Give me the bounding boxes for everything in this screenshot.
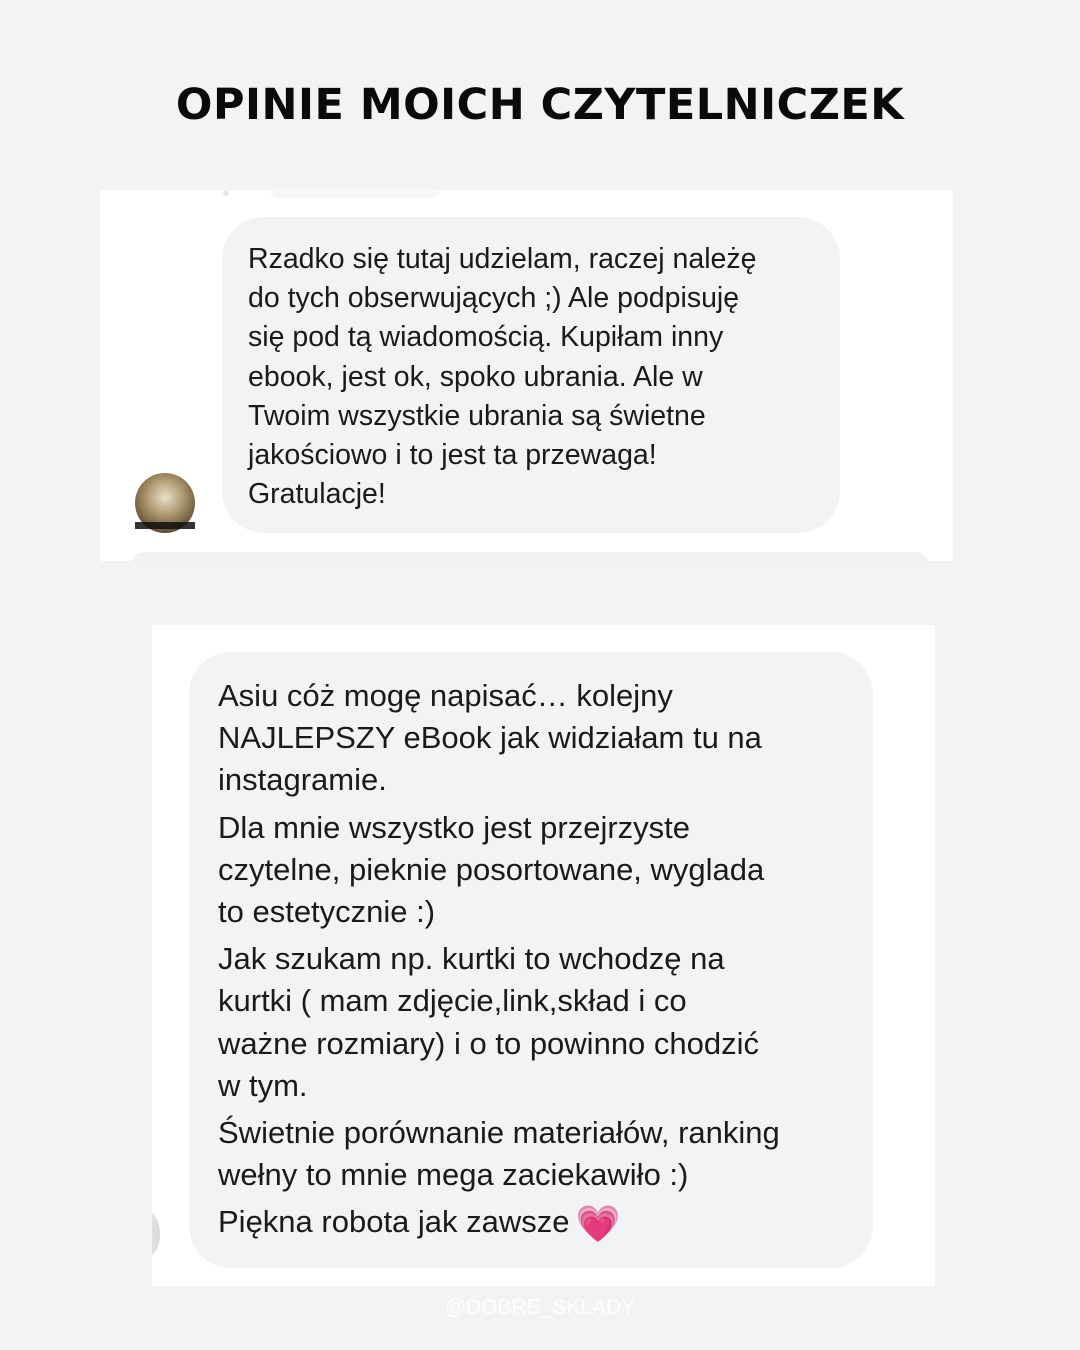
message-line: do tych obserwujących ;) Ale podpisuję [248,282,740,315]
message-line: ebook, jest ok, spoko ubrania. Ale w [248,360,703,393]
avatar [152,1210,160,1258]
message-paragraph [218,1112,780,1196]
message-paragraph [218,1201,780,1245]
message-paragraph [218,938,780,1107]
page-title: OPINIE MOICH CZYTELNICZEK [175,80,905,130]
message-line: się pod tą wiadomością. Kupiłam inny [248,321,724,354]
message-line: ważne rozmiary) i o to powinno chodzić [218,1025,760,1061]
message-screenshot-2 [152,625,935,1286]
next-bubble-edge [130,552,930,561]
decorative-dot [223,190,229,196]
message-paragraph [218,807,780,934]
message-line: Jak szukam np. kurtki to wchodzę na [218,941,725,977]
previous-bubble-edge [270,190,440,198]
message-line: Twoim wszystkie ubrania są świetne [248,399,706,432]
message-line: czytelne, pieknie posortowane, wyglada [218,851,765,887]
message-bubble [222,217,840,533]
message-line: Asiu cóż mogę napisać… kolejny [218,678,673,713]
message-text [248,240,757,514]
message-line: NAJLEPSZY eBook jak widziałam tu na [218,720,762,756]
message-line: to estetycznie :) [218,894,436,930]
message-line: wełny to mnie mega zaciekawiło :) [218,1157,689,1193]
message-line: instagramie. [218,762,387,798]
message-line: Dla mnie wszystko jest przejrzyste [218,809,691,845]
message-line: kurtki ( mam zdjęcie,link,skład i co [218,983,687,1019]
message-line: Gratulacje! [248,478,386,511]
message-paragraph [218,675,780,802]
message-line: Rzadko się tutaj udzielam, raczej należę [248,243,757,275]
avatar [135,473,195,533]
watermark: @DOBRE_SKLADY [444,1296,636,1319]
message-screenshot-1 [100,190,953,561]
message-line-text: Piękna robota jak zawsze [218,1204,570,1240]
message-line: jakościowo i to jest ta przewaga! [248,439,657,472]
message-line: w tym. [218,1067,308,1103]
message-bubble [189,652,873,1268]
message-line [218,1201,780,1245]
pink-heart-icon: 💗 [575,1203,621,1245]
message-line: Świetnie porównanie materiałów, ranking [218,1115,780,1151]
message-text [218,675,780,1251]
